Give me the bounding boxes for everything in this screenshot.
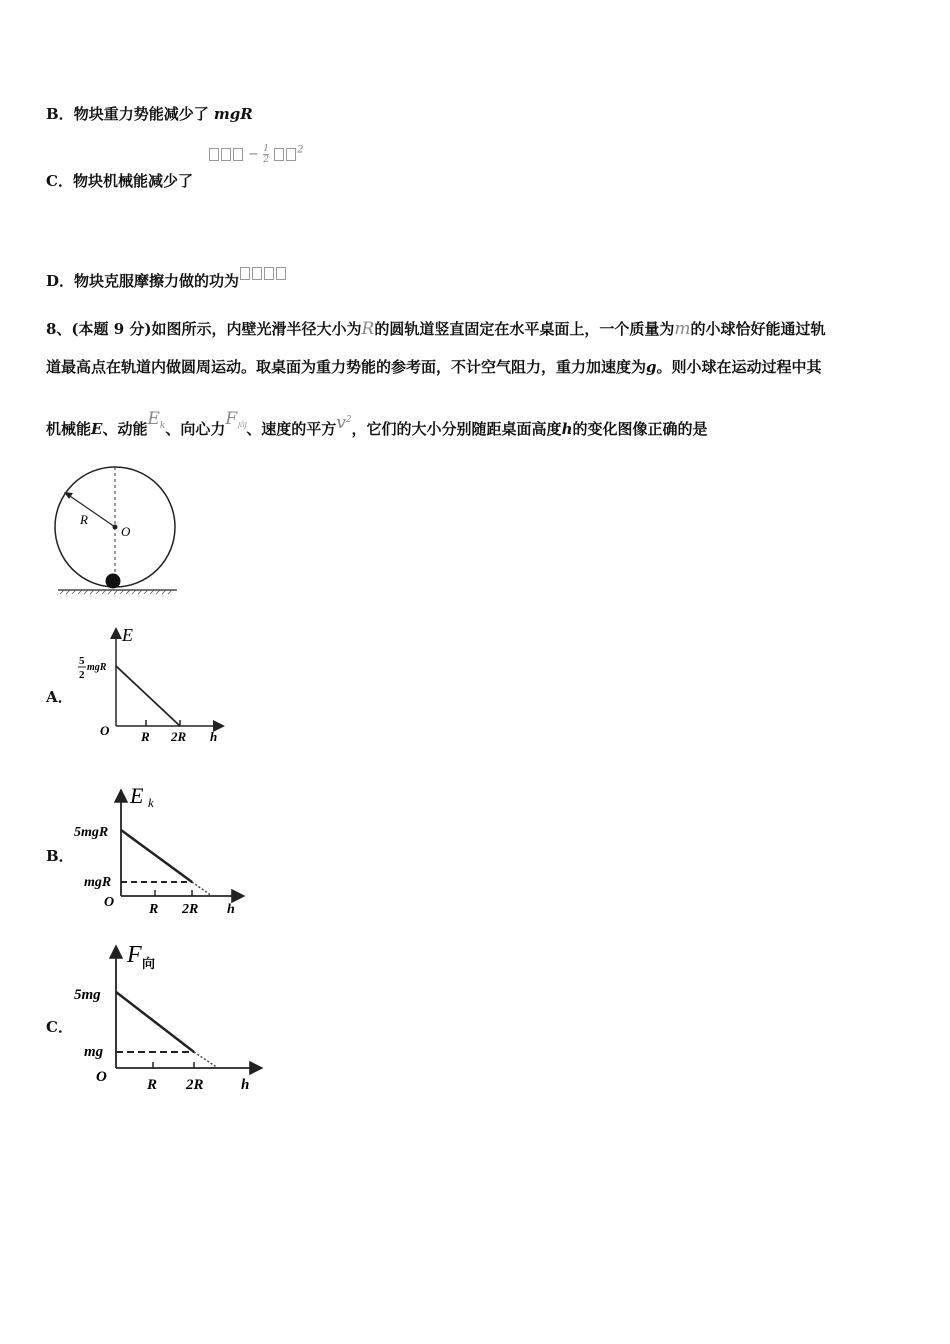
tick-label-2r: 2R: [186, 1077, 204, 1093]
circle-track-figure: [50, 458, 185, 598]
y-value-label: mgR: [87, 662, 107, 673]
radius-label: R: [80, 512, 88, 527]
extension-dotted: [194, 1052, 218, 1068]
choice-a-graph[interactable]: [72, 622, 232, 747]
y-axis-label: E: [130, 783, 144, 808]
choice-b-graph[interactable]: [72, 778, 252, 920]
x-axis-label: h: [241, 1077, 250, 1093]
option-c-prev: C．物块机械能减少了: [46, 172, 193, 190]
tick-label-r: R: [149, 902, 159, 917]
x-axis-label: h: [210, 729, 218, 744]
y-frac-den: 2: [79, 669, 85, 681]
energy-line: [116, 666, 180, 726]
origin-label: O: [100, 723, 110, 738]
question-line-2: 道最高点在轨道内做圆周运动。取桌面为重力势能的参考面，不计空气阻力，重力加速度为g。则小球在运动过程中其: [46, 358, 822, 376]
choice-c-graph[interactable]: [72, 938, 272, 1096]
tick-label-r: R: [141, 729, 150, 744]
extension-dotted: [192, 882, 212, 896]
radius-arrowhead: [64, 492, 73, 499]
question-line-3: 机械能E、动能$E_k$、向心力$F_向$、速度的平方$v^2$，它们的大小分别随距桌面高度h的变化图像正确的是: [46, 409, 708, 438]
origin-label: O: [104, 895, 115, 910]
tick-label-2r: 2R: [171, 729, 187, 744]
tick-label-2r: 2R: [182, 902, 199, 917]
y-top-label: 5mg: [74, 987, 101, 1003]
centripetal-force-line: [116, 992, 194, 1052]
y-axis-sub: 向: [142, 956, 156, 971]
choice-b-label[interactable]: B．: [46, 847, 74, 865]
x-axis-label: h: [227, 902, 235, 917]
origin-label: O: [96, 1069, 107, 1085]
y-low-label: mgR: [84, 875, 112, 890]
y-top-label: 5mgR: [74, 825, 109, 840]
kinetic-energy-line: [121, 830, 192, 882]
center-label: O: [121, 524, 131, 539]
option-c-formula: − $\frac{1}{2}$ $^2$: [208, 144, 303, 165]
option-b-prev: B．物块重力势能减少了 mgR: [46, 105, 253, 123]
y-axis-label: E: [122, 625, 133, 645]
y-axis-sub: k: [148, 795, 154, 810]
y-frac-num: 5: [79, 655, 85, 667]
radius-arrow: [67, 494, 115, 527]
choice-c-label[interactable]: C．: [46, 1018, 73, 1036]
choice-a-label[interactable]: A．: [46, 688, 73, 706]
small-ball: [106, 574, 121, 589]
tick-label-r: R: [147, 1077, 158, 1093]
option-d-prev: D．物块克服摩擦力做的功为: [46, 270, 287, 291]
center-point: [113, 525, 118, 530]
y-low-label: mg: [84, 1044, 104, 1060]
question-line-1: 8、(本题 9 分)如图所示，内壁光滑半径大小为R的圆轨道竖直固定在水平桌面上，一个质量为m的小球恰好能通过轨: [46, 319, 826, 339]
y-axis-label: F: [127, 942, 142, 968]
